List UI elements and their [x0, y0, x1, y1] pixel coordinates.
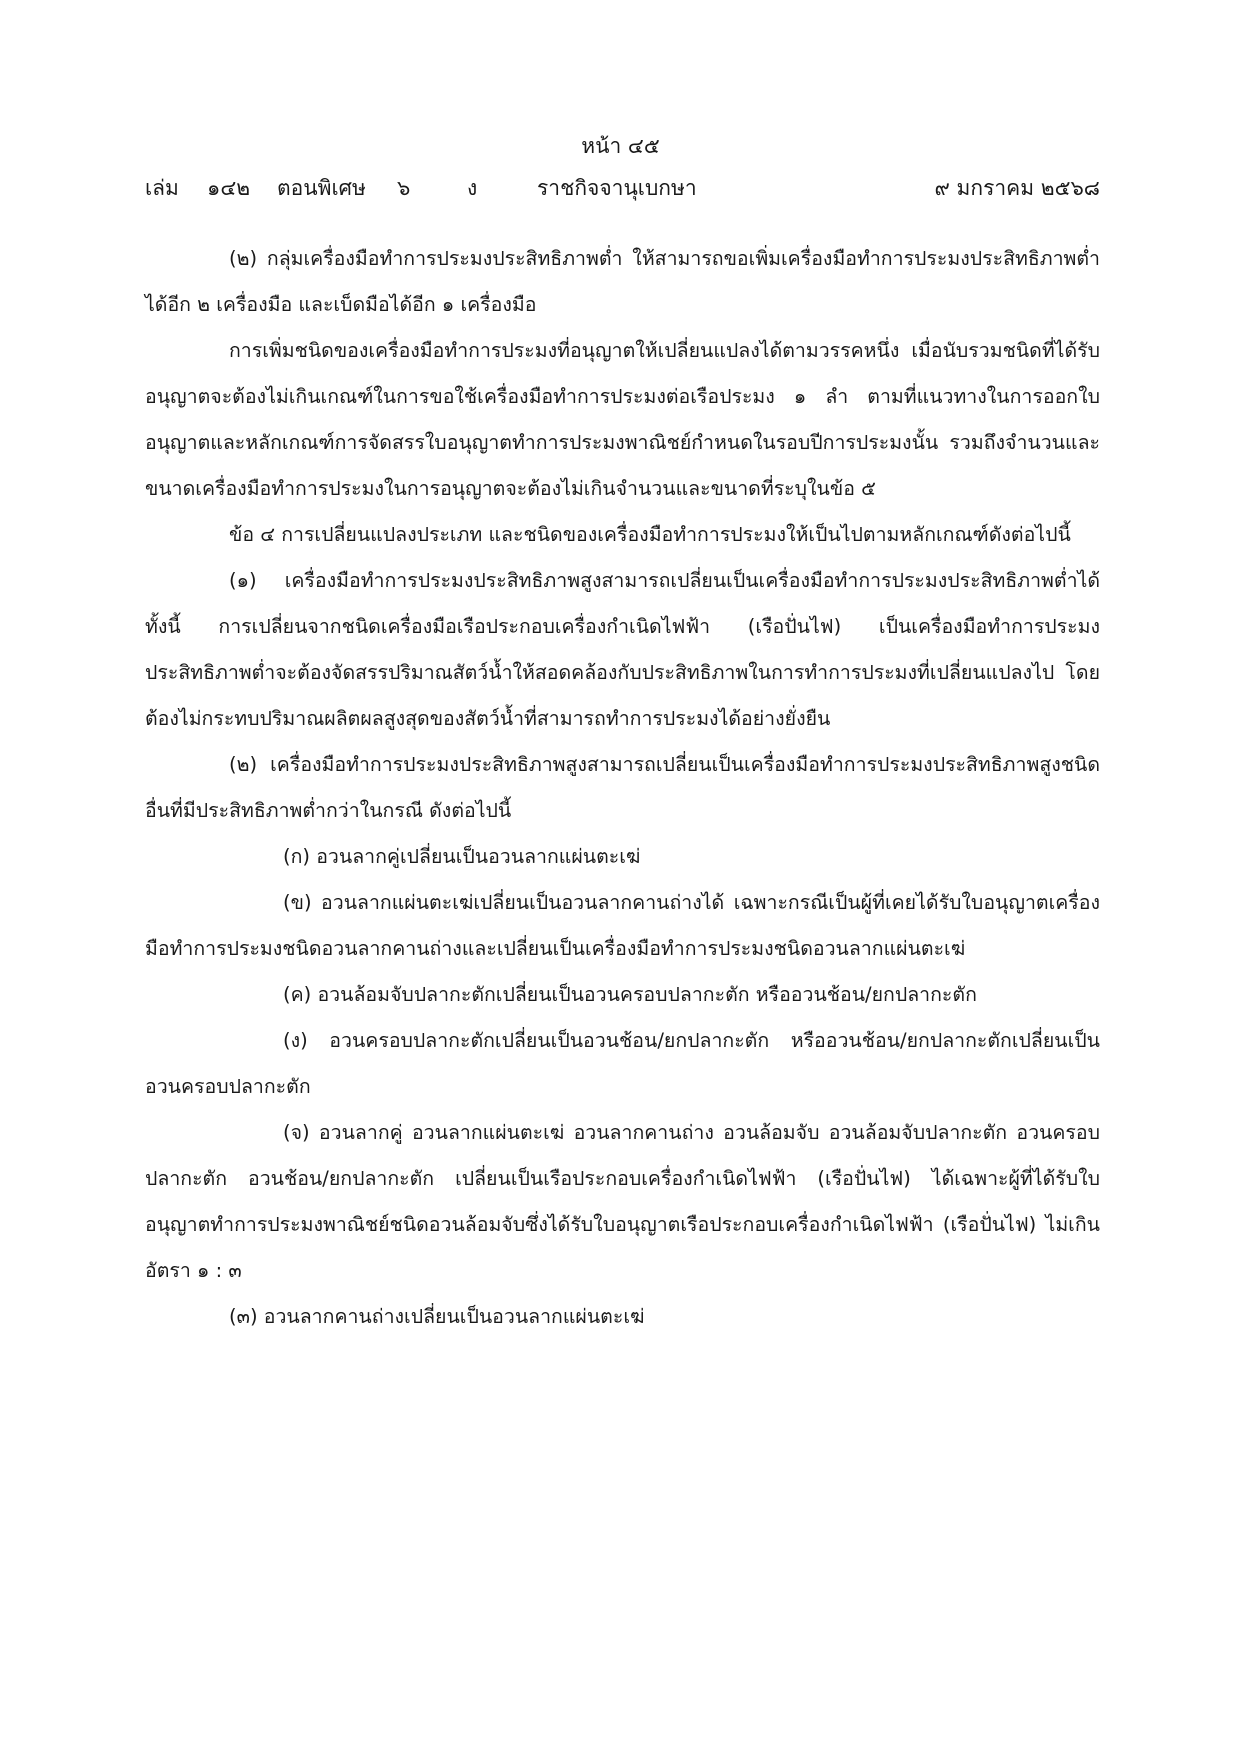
- subitem-cho: (จ) อวนลากคู่ อวนลากแผ่นตะเฆ่ อวนลากคานถ่าง อวนล้อมจับ อวนล้อมจับปลากะตัก อวนครอบปลากะตัก อวนช้อน/ยกปลากะตัก เปลี่ยนเป็นเรือประกอบเครื่องกำเนิดไฟฟ้า (เรือปั่นไฟ) ได้เฉพาะผู้ที่ได้รับใบอนุญาตทำการประมงพาณิชย์ชนิดอวนล้อมจับซึ่งได้รับใบอนุญาตเรือประกอบเครื่องกำเนิดไฟฟ้า (เรือปั่นไฟ) ไม่เกินอัตรา ๑ : ๓: [145, 1121, 1100, 1282]
- volume-label: เล่ม: [145, 176, 179, 200]
- paragraph-item-1: (๑) เครื่องมือทำการประมงประสิทธิภาพสูงสามารถเปลี่ยนเป็นเครื่องมือทำการประมงประสิทธิภาพต่ำได้ ทั้งนี้ การเปลี่ยนจากชนิดเครื่องมือเรือประกอบเครื่องกำเนิดไฟฟ้า (เรือปั่นไฟ) เป็นเครื่องมือทำการประมงประสิทธิภาพต่ำจะต้องจัดสรรปริมาณสัตว์น้ำให้สอดคล้องกับประสิทธิภาพในการทำการประมงที่เปลี่ยนแปลงไป โดยต้องไม่กระทบปริมาณผลิตผลสูงสุดของสัตว์น้ำที่สามารถทำการประมงได้อย่างยั่งยืน: [145, 569, 1100, 730]
- paragraph-item-3: (๓) อวนลากคานถ่างเปลี่ยนเป็นอวนลากแผ่นตะเฆ่: [229, 1305, 645, 1328]
- gazette-header: [145, 172, 1100, 206]
- paragraph-clause-4: ข้อ ๔ การเปลี่ยนแปลงประเภท และชนิดของเครื่องมือทำการประมงให้เป็นไปตามหลักเกณฑ์ดังต่อไปนี้: [229, 523, 1071, 546]
- publication-name: ราชกิจจานุเบกษา: [537, 176, 697, 200]
- section-letter: ง: [467, 176, 478, 200]
- subitem-ngo: (ง) อวนครอบปลากะตักเปลี่ยนเป็นอวนช้อน/ยกปลากะตัก หรืออวนช้อน/ยกปลากะตักเปลี่ยนเป็นอวนครอบปลากะตัก: [145, 1029, 1100, 1098]
- section-number: ๖: [397, 176, 411, 200]
- paragraph-group-low-efficiency: (๒) กลุ่มเครื่องมือทำการประมงประสิทธิภาพต่ำ ให้สามารถขอเพิ่มเครื่องมือทำการประมงประสิทธิภาพต่ำได้อีก ๒ เครื่องมือ และเบ็ดมือได้อีก ๑ เครื่องมือ: [145, 247, 1100, 316]
- page-number: หน้า ๔๕: [581, 134, 660, 158]
- paragraph-item-2: (๒) เครื่องมือทำการประมงประสิทธิภาพสูงสามารถเปลี่ยนเป็นเครื่องมือทำการประมงประสิทธิภาพสูงชนิดอื่นที่มีประสิทธิภาพต่ำกว่าในกรณี ดังต่อไปนี้: [145, 753, 1100, 822]
- publication-date: ๙ มกราคม ๒๕๖๘: [934, 176, 1100, 200]
- subitem-kho-khwai: (ค) อวนล้อมจับปลากะตักเปลี่ยนเป็นอวนครอบปลากะตัก หรืออวนช้อน/ยกปลากะตัก: [283, 983, 977, 1006]
- paragraph-added-types: การเพิ่มชนิดของเครื่องมือทำการประมงที่อนุญาตให้เปลี่ยนแปลงได้ตามวรรคหนึ่ง เมื่อนับรวมชนิดที่ได้รับอนุญาตจะต้องไม่เกินเกณฑ์ในการขอใช้เครื่องมือทำการประมงต่อเรือประมง ๑ ลำ ตามที่แนวทางในการออกใบอนุญาตและหลักเกณฑ์การจัดสรรใบอนุญาตทำการประมงพาณิชย์กำหนดในรอบปีการประมงนั้น รวมถึงจำนวนและขนาดเครื่องมือทำการประมงในการอนุญาตจะต้องไม่เกินจำนวนและขนาดที่ระบุในข้อ ๕: [145, 339, 1100, 500]
- volume-number: ๑๔๒: [207, 176, 251, 200]
- document-body: [145, 236, 1100, 1340]
- subitem-kho: (ข) อวนลากแผ่นตะเฆ่เปลี่ยนเป็นอวนลากคานถ่างได้ เฉพาะกรณีเป็นผู้ที่เคยได้รับใบอนุญาตเครื่องมือทำการประมงชนิดอวนลากคานถ่างและเปลี่ยนเป็นเครื่องมือทำการประมงชนิดอวนลากแผ่นตะเฆ่: [145, 891, 1100, 960]
- subitem-ko: (ก) อวนลากคู่เปลี่ยนเป็นอวนลากแผ่นตะเฆ่: [283, 845, 641, 868]
- section-label: ตอนพิเศษ: [277, 176, 366, 200]
